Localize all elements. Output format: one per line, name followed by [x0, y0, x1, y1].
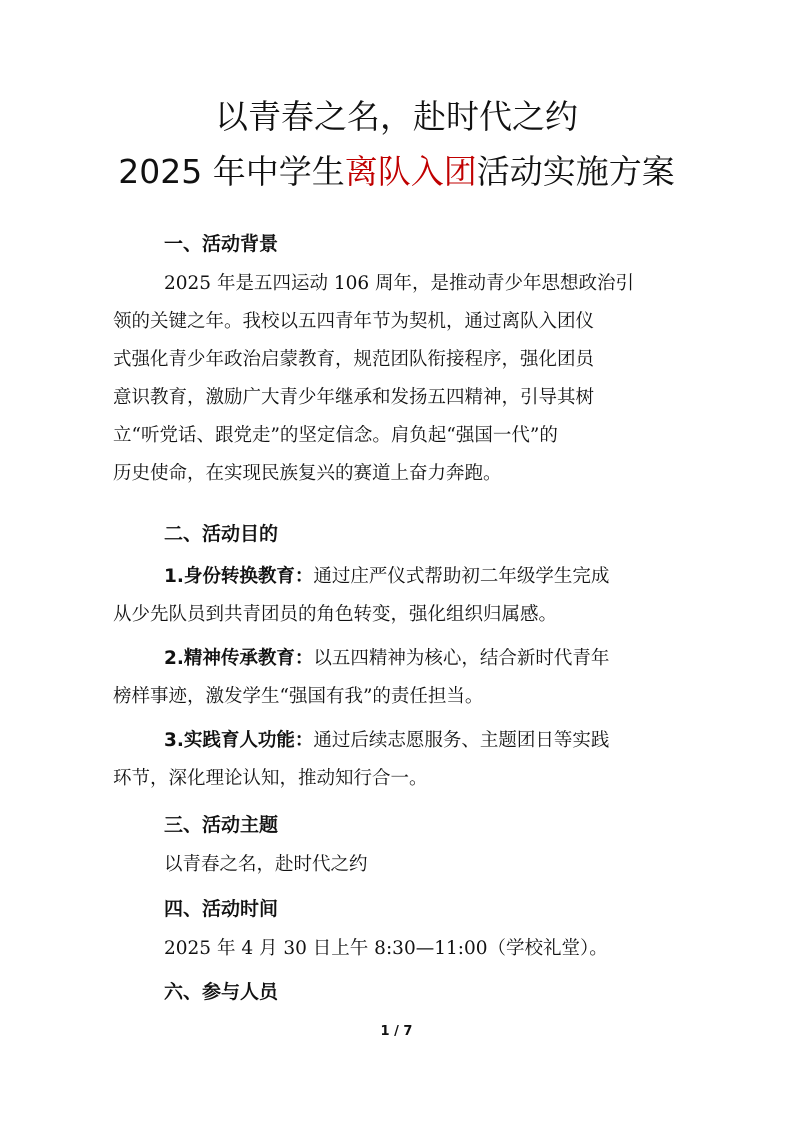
document-title-line2 [0, 152, 793, 192]
section-heading-participants: 六、参与人员 [164, 981, 279, 1003]
title-suffix: 活动实施方案 [476, 152, 675, 191]
section-heading-goals: 二、活动目的 [164, 523, 279, 545]
goal-text: 通过庄严仪式帮助初二年级学生完成 [313, 566, 610, 587]
goal-label: 3.实践育人功能： [164, 730, 314, 751]
paragraph-line: 历史使命，在实现民族复兴的赛道上奋力奔跑。 [113, 463, 502, 484]
paragraph-line: 领的关键之年。我校以五四青年节为契机，通过离队入团仪 [113, 311, 595, 332]
title-prefix: 2025 年中学生 [118, 152, 345, 191]
goal-item [113, 640, 678, 716]
goal-item [113, 722, 678, 798]
goal-label: 2.精神传承教育： [164, 648, 314, 669]
paragraph-line: 2025 年是五四运动 106 周年，是推动青少年思想政治引 [164, 273, 635, 294]
theme-text: 以青春之名，赴时代之约 [164, 854, 368, 875]
goal-text: 环节，深化理论认知，推动知行合一。 [113, 768, 428, 789]
document-title-line1: 以青春之名，赴时代之约 [215, 97, 578, 136]
section-heading-background: 一、活动背景 [164, 233, 279, 255]
time-text: 2025 年 4 月 30 日上午 8:30—11:00（学校礼堂）。 [164, 938, 608, 959]
page-number: 1 / 7 [380, 1024, 413, 1039]
section-heading-time: 四、活动时间 [164, 898, 279, 920]
paragraph-line: 意识教育，激励广大青少年继承和发扬五四精神，引导其树 [113, 387, 595, 408]
goal-text: 以五四精神为核心，结合新时代青年 [313, 648, 610, 669]
goal-text: 从少先队员到共青团员的角色转变，强化组织归属感。 [113, 604, 558, 625]
goal-text: 通过后续志愿服务、主题团日等实践 [313, 730, 610, 751]
goal-item [113, 558, 678, 634]
section-heading-theme: 三、活动主题 [164, 814, 279, 836]
goal-text: 榜样事迹，激发学生“强国有我”的责任担当。 [113, 686, 484, 707]
paragraph-line: 立“听党话、跟党走”的坚定信念。肩负起“强国一代”的 [113, 425, 558, 446]
title-highlight: 离队入团 [344, 152, 477, 191]
goal-label: 1.身份转换教育： [164, 566, 314, 587]
background-paragraph [113, 265, 678, 493]
paragraph-line: 式强化青少年政治启蒙教育，规范团队衔接程序，强化团员 [113, 349, 595, 370]
